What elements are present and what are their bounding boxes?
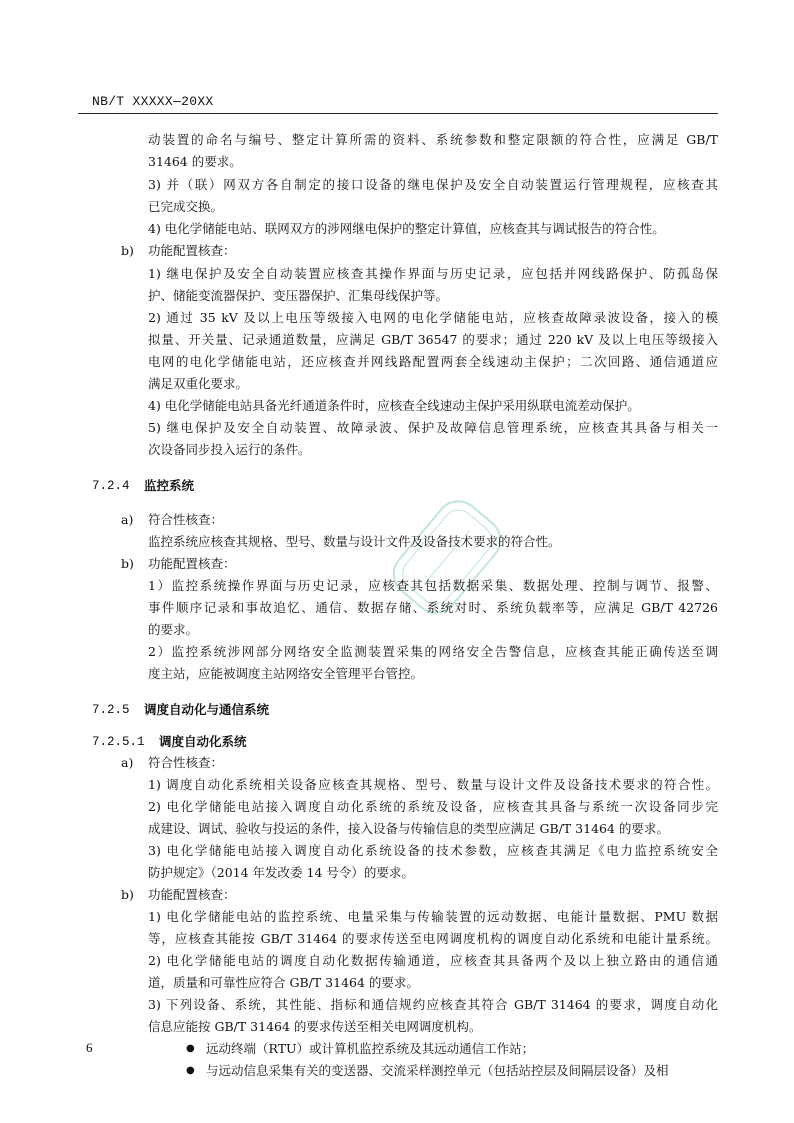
- list-item: 与远动信息采集有关的变送器、交流采样测控单元（包括站控层及间隔层设备）及相: [206, 1063, 669, 1078]
- page-number: 6: [86, 1040, 93, 1055]
- paragraph-line: 4) 电化学储能电站具备光纤通道条件时，应核查全线速动主保护采用纵联电流差动保护。: [148, 398, 640, 413]
- paragraph-line: 2) 电化学储能电站的调度自动化数据传输通道，应核查其具备两个及以上独立路由的通信通: [148, 953, 718, 968]
- doc-number-header: NB/T XXXXX—20XX: [92, 94, 214, 109]
- list-label: b): [121, 556, 134, 571]
- paragraph-line: 事件顺序记录和事故追忆、通信、数据存储、系统对时、系统负载率等，应满足 GB/T 42726: [148, 600, 718, 615]
- paragraph-line: 1）监控系统操作界面与历史记录，应核查其包括数据采集、数据处理、控制与调节、报警、: [148, 578, 718, 593]
- paragraph-line: 的要求。: [148, 622, 199, 637]
- paragraph-line: 已完成交换。: [148, 199, 224, 214]
- paragraph-line: 1) 继电保护及安全自动装置应核查其操作界面与历史记录，应包括并网线路保护、防孤岛保: [148, 266, 718, 281]
- section-number: 7.2.5.1: [92, 735, 145, 749]
- paragraph-line: 动装置的命名与编号、整定计算所需的资料、系统参数和整定限额的符合性，应满足 GB/T: [148, 132, 718, 147]
- paragraph-line: 电网的电化学储能电站，还应核查并网线路配置两套全线速动主保护；二次回路、通信通道应: [148, 354, 718, 369]
- paragraph-line: 3) 电化学储能电站接入调度自动化系统设备的技术参数，应核查其满足《电力监控系统安全: [148, 843, 718, 858]
- list-item-title: 功能配置核查：: [148, 556, 236, 571]
- paragraph-line: 成建设、调试、验收与投运的条件，接入设备与传输信息的类型应满足 GB/T 31464 的要求。: [148, 821, 669, 836]
- header-divider: [78, 113, 718, 114]
- section-title: 监控系统: [144, 478, 195, 493]
- paragraph-line: 信息应能按 GB/T 31464 的要求传送至相关电网调度机构。: [148, 1019, 482, 1034]
- paragraph-line: 监控系统应核查其规格、型号、数量与设计文件及设备技术要求的符合性。: [148, 534, 561, 549]
- list-item: 远动终端（RTU）或计算机监控系统及其远动通信工作站；: [206, 1041, 535, 1056]
- bullet-icon: ●: [186, 1043, 195, 1054]
- paragraph-line: 等，应核查其能按 GB/T 31464 的要求传送至电网调度机构的调度自动化系统和电能计量系统。: [148, 931, 718, 946]
- list-label: b): [121, 887, 134, 902]
- paragraph-line: 5) 继电保护及安全自动装置、故障录波、保护及故障信息管理系统，应核查其具备与相关一: [148, 420, 718, 435]
- paragraph-line: 3) 下列设备、系统，其性能、指标和通信规约应核查其符合 GB/T 31464 的要求，调度自动化: [148, 997, 718, 1012]
- paragraph-line: 31464 的要求。: [148, 154, 242, 169]
- bullet-icon: ●: [186, 1065, 195, 1076]
- paragraph-line: 1) 电化学储能电站的监控系统、电量采集与传输装置的远动数据、电能计量数据、PMU 数据: [148, 909, 718, 924]
- list-item-title: 符合性核查：: [148, 755, 224, 770]
- section-title: 调度自动化系统: [159, 734, 247, 749]
- list-label: a): [121, 512, 134, 527]
- section-number: 7.2.5: [92, 703, 130, 717]
- paragraph-line: 2) 通过 35 kV 及以上电压等级接入电网的电化学储能电站，应核查故障录波设备，接入的模: [148, 310, 718, 325]
- list-item-title: 功能配置核查：: [148, 887, 236, 902]
- paragraph-line: 防护规定》（2014 年发改委 14 号令）的要求。: [148, 865, 414, 880]
- paragraph-line: 2）监控系统涉网部分网络安全监测装置采集的网络安全告警信息，应核查其能正确传送至调: [148, 644, 718, 659]
- paragraph-line: 1) 调度自动化系统相关设备应核查其规格、型号、数量与设计文件及设备技术要求的符合性。: [148, 777, 718, 792]
- paragraph-line: 2) 电化学储能电站接入调度自动化系统的系统及设备，应核查其具备与系统一次设备同步完: [148, 799, 718, 814]
- paragraph-line: 次设备同步投入运行的条件。: [148, 442, 311, 457]
- list-item-title: 符合性核查：: [148, 512, 224, 527]
- paragraph-line: 4) 电化学储能电站、联网双方的涉网继电保护的整定计算值，应核查其与调试报告的符合性。: [148, 221, 665, 236]
- section-number: 7.2.4: [92, 479, 130, 493]
- paragraph-line: 道，质量和可靠性应符合 GB/T 31464 的要求。: [148, 975, 419, 990]
- section-title: 调度自动化与通信系统: [144, 702, 270, 717]
- list-item-title: 功能配置核查：: [148, 243, 236, 258]
- list-label: a): [121, 755, 134, 770]
- list-label: b): [121, 243, 134, 258]
- paragraph-line: 度主站，应能被调度主站网络安全管理平台管控。: [148, 666, 424, 681]
- paragraph-line: 满足双重化要求。: [148, 376, 249, 391]
- paragraph-line: 拟量、开关量、记录通道数量，应满足 GB/T 36547 的要求；通过 220 kV 及以上电压等级接入: [148, 332, 718, 347]
- paragraph-line: 护、储能变流器保护、变压器保护、汇集母线保护等。: [148, 288, 449, 303]
- paragraph-line: 3) 并（联）网双方各自制定的接口设备的继电保护及安全自动装置运行管理规程，应核查其: [148, 177, 718, 192]
